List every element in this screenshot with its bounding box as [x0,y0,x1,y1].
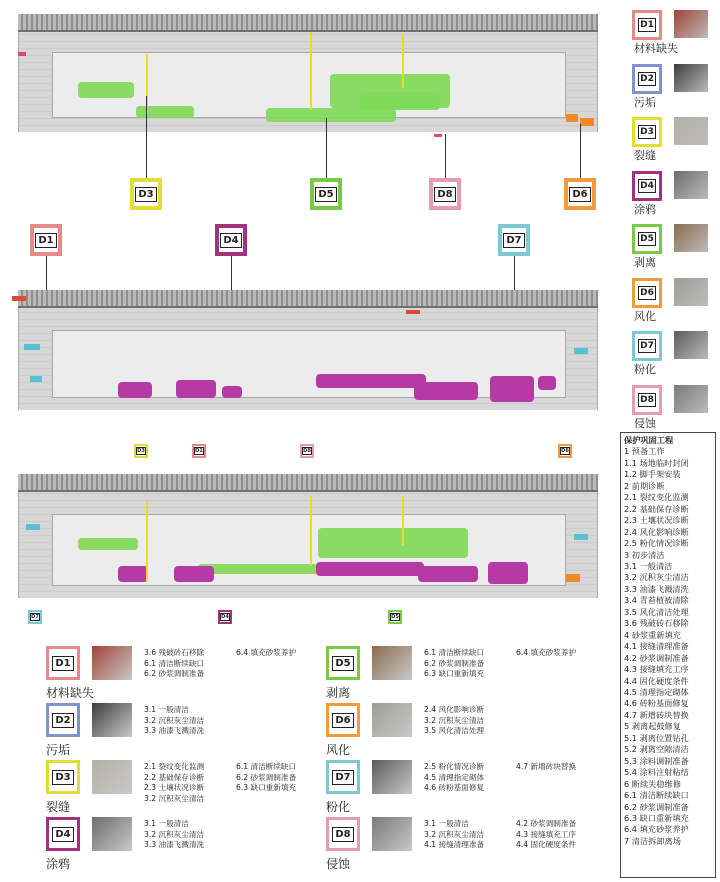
tag-d7-label: D7 [503,233,524,248]
cell-step-column [144,819,204,851]
crack-line [310,32,312,110]
tag-d3-small [134,444,148,458]
tag-d5-label: D5 [315,187,336,202]
cell-step: 3.2 沉积灰尘清洁 [144,793,205,803]
cell-step: 3.5 风化清洁处理 [424,726,485,735]
treatment-cell-d2 [46,703,334,757]
peeling-area [136,106,194,118]
step-item: 2 前期诊断 [624,480,665,491]
legend-photo [674,64,708,92]
step-item: 2.4 风化影响诊断 [624,526,689,537]
legend-item-d8 [632,385,720,435]
cell-step: 4.2 砂浆调制准备 [516,819,577,828]
steps-title: 保护巩固工程 [624,435,674,445]
treatment-cell-d1 [46,646,334,700]
cell-label: 污垢 [46,743,71,757]
step-item: 1.2 脚手架安装 [624,469,681,480]
cell-code: D6 [332,713,353,728]
wall-elevation-middle [18,290,598,410]
cell-step: 4.4 固化硬度条件 [516,840,577,849]
cell-step: 4.3 接缝填充工序 [516,829,577,839]
graffiti-area [488,562,528,584]
step-item: 1.1 场地临时封闭 [624,457,689,468]
legend-label: 裂缝 [634,149,656,162]
step-item: 4.3 接缝填充工序 [624,664,689,675]
cell-photo [372,703,412,737]
cell-code: D8 [332,827,353,842]
cell-label: 剥离 [326,686,351,700]
leader-line [146,96,147,180]
legend-code-box [632,117,662,147]
cell-step-column [144,705,204,737]
cell-step: 4.6 砖粉基面修复 [424,783,485,792]
legend-code: D7 [640,341,654,351]
legend-photo [674,171,708,199]
tag-d8-small-label: D8 [303,448,311,454]
legend-label: 材料缺失 [634,42,678,55]
material-loss-mark [12,296,26,301]
cell-code: D4 [52,827,73,842]
cell-label: 裂缝 [46,800,71,814]
legend-code: D8 [640,394,654,405]
step-item: 3.1 一般清洁 [624,560,673,571]
cell-code-box [326,703,360,737]
graffiti-area [538,376,556,390]
leader-line [445,134,446,180]
tag-d1-label: D1 [35,233,56,248]
legend-code-box [632,10,662,40]
cell-step: 6.1 清洁断续缺口 [236,762,297,771]
step-item: 5.3 涂料调制准备 [624,755,689,766]
tag-d8-small [300,444,314,458]
legend-photo [674,278,708,306]
wall-roof [18,474,598,492]
legend-item-d2 [632,64,720,114]
graffiti-area [316,562,424,576]
graffiti-area [316,374,426,388]
legend-label: 粉化 [634,363,656,376]
step-item: 2.1 裂纹变化监测 [624,492,689,503]
tag-d4-small-label: D4 [221,614,229,620]
material-loss-mark [18,52,26,56]
powdering-mark [24,344,40,350]
peeling-area [266,108,396,122]
cell-step: 3.3 油漆飞溅清洗 [144,840,205,849]
material-loss-mark [434,134,442,137]
cell-photo [92,760,132,794]
weathering-mark [566,114,578,122]
legend-item-d7 [632,331,720,381]
cell-label: 涂鸦 [46,857,71,871]
cell-step: 4.7 新增砖块替换 [516,762,577,771]
legend-code: D3 [640,127,654,137]
leader-line [326,118,327,180]
step-item: 4.5 清理指定砌体 [624,686,689,697]
graffiti-area [176,380,216,398]
cell-photo [372,817,412,851]
cell-code-box [46,817,80,851]
tag-d3-label: D3 [135,187,156,202]
step-item: 3 初步清洁 [624,549,665,560]
legend-item-d4 [632,171,720,221]
legend-code-box [632,278,662,308]
legend-code: D2 [640,73,654,84]
legend-code-box [632,224,662,254]
graffiti-area [174,566,214,582]
cell-step: 3.1 一般清洁 [144,705,189,714]
legend-item-d6 [632,278,720,328]
step-item: 4.6 砖粉基面修复 [624,698,689,709]
step-item: 1 预备工作 [624,446,665,457]
cell-step: 2.2 基础保存诊断 [144,772,205,782]
tag-d4-small [218,610,232,624]
cell-step: 3.1 一般清洁 [424,819,469,828]
cell-step: 6.4 填充砂浆养护 [236,648,297,657]
treatment-cell-d7 [326,760,614,814]
crack-line [310,496,312,566]
treatment-cell-d4 [46,817,334,871]
step-item: 2.2 基础保存诊断 [624,503,689,514]
tag-d7 [498,224,530,256]
cell-photo [372,760,412,794]
crack-line [402,34,404,88]
legend-code: D4 [640,180,654,191]
step-item: 4.7 新增砖块替换 [624,709,689,720]
legend-item-d3 [632,117,720,167]
cell-step: 3.2 沉积灰尘清洁 [144,829,205,839]
wall-elevation-combined [18,474,598,598]
cell-step: 4.5 清理指定砌体 [424,772,485,782]
legend-label: 涂鸦 [634,202,656,216]
legend-label: 污垢 [634,95,656,109]
cell-step: 6.1 清洁断续缺口 [144,658,205,668]
step-item: 4.2 砂浆调制准备 [624,652,689,663]
cell-step-column [424,762,484,794]
powdering-mark [30,376,42,382]
legend-photo [674,10,708,38]
cell-step: 6.3 缺口重新填充 [236,783,297,792]
cell-step: 3.1 一般清洁 [144,819,189,828]
cell-step: 4.1 接缝清理准备 [424,840,485,849]
step-item: 7 清洁拆卸离场 [624,835,681,846]
tag-d7-small-label: D7 [31,614,39,620]
tag-d7-small [28,610,42,624]
material-loss-mark [406,310,420,314]
cell-label: 风化 [326,743,351,757]
step-item: 3.3 油漆飞溅清洗 [624,583,689,594]
cell-step: 6.1 清洁断续缺口 [424,648,485,657]
legend-code-box [632,64,662,94]
step-item: 2.3 土壤状况诊断 [624,515,689,526]
legend-photo [674,385,708,413]
cell-step: 3.3 油漆飞溅清洗 [144,726,205,735]
cell-photo [372,646,412,680]
cell-step-column [516,819,576,851]
step-item: 6.1 清洁断续缺口 [624,790,689,801]
graffiti-area [418,566,478,582]
legend-code-box [632,171,662,201]
cell-step: 2.4 风化影响诊断 [424,705,485,714]
cell-code: D5 [332,656,353,671]
cell-photo [92,703,132,737]
cell-step: 6.2 砂浆调制准备 [236,772,297,782]
tag-d8 [429,178,461,210]
step-item: 3.2 沉积灰尘清洁 [624,572,689,583]
wall-roof [18,290,598,308]
tag-d1-small-label: D1 [195,448,203,454]
step-item: 6.2 砂浆调制准备 [624,801,689,812]
legend-item-d5 [632,224,720,274]
step-item: 6.3 缺口重新填充 [624,812,689,823]
legend-label: 侵蚀 [634,416,656,430]
powdering-mark [574,534,588,540]
legend-photo [674,224,708,252]
cell-step-column [516,648,576,659]
weathering-mark [566,574,580,582]
step-item: 4.4 固化硬度条件 [624,675,689,686]
treatment-cell-d6 [326,703,614,757]
tag-d6-small-label: D6 [561,448,569,454]
step-item: 5 剥离起鼓修复 [624,721,681,732]
graffiti-area [414,382,478,400]
legend-label: 剥离 [634,256,656,269]
legend-code-box [632,331,662,361]
graffiti-area [118,566,148,582]
cell-code-box [326,646,360,680]
peeling-area [78,538,138,550]
cell-step: 2.1 裂纹变化监测 [144,762,205,771]
cell-step-column [144,648,204,680]
cell-code: D3 [52,770,73,785]
legend-code-box [632,385,662,415]
tag-d8-label: D8 [434,187,455,202]
cell-step: 6.4 填充砂浆养护 [516,648,577,657]
cell-code: D7 [332,770,353,785]
graffiti-area [490,376,534,402]
step-item: 6.4 填充砂浆养护 [624,824,689,835]
peeling-area [78,82,134,98]
cell-step-column [236,762,296,794]
legend-code: D1 [640,20,654,30]
tag-d6 [564,178,596,210]
cell-label: 材料缺失 [46,686,95,700]
cell-code-box [46,646,80,680]
cell-code: D1 [52,656,73,671]
step-item: 2.5 粉化情况诊断 [624,538,689,549]
legend-photo [674,331,708,359]
tag-d4 [215,224,247,256]
cell-step-column [424,819,484,851]
graffiti-area [118,382,152,398]
leader-line [580,124,581,180]
cell-photo [92,646,132,680]
graffiti-area [222,386,242,398]
step-item: 5.2 剥离空隙清洁 [624,744,689,755]
wall-elevation-top [18,14,598,132]
cell-photo [92,817,132,851]
tag-d4-label: D4 [220,233,241,248]
legend-label: 风化 [634,309,656,323]
tag-d3-small-label: D3 [137,448,145,454]
tag-d1 [30,224,62,256]
step-item: 3.4 青苔植被清除 [624,595,689,606]
wall-roof [18,14,598,32]
cell-code-box [326,817,360,851]
cell-label: 侵蚀 [326,857,351,871]
cell-step: 3.6 残破砖石移除 [144,648,205,657]
tag-d5 [310,178,342,210]
cell-step-column [236,648,296,659]
cell-code-box [46,760,80,794]
cell-label: 粉化 [326,800,351,814]
treatment-cell-d5 [326,646,614,700]
legend-photo [674,117,708,145]
crack-line [146,502,148,582]
legend-code: D5 [640,234,654,244]
tag-d1-small [192,444,206,458]
treatment-cell-d8 [326,817,614,871]
step-item: 3.5 风化清洁处理 [624,606,689,617]
weathering-mark [580,118,594,126]
cell-step: 3.2 沉积灰尘清洁 [424,829,485,839]
crack-line [402,496,404,546]
step-item: 5.1 剥离位置钻孔 [624,732,689,743]
cell-step-column [516,762,576,773]
cell-step: 3.2 沉积灰尘清洁 [424,715,485,725]
tag-d3 [130,178,162,210]
cell-step: 2.5 粉化情况诊断 [424,762,485,771]
peeling-area [318,528,468,558]
powdering-mark [26,524,40,530]
tag-d5-small [388,610,402,624]
cell-code: D2 [52,713,73,728]
tag-d5-small-label: D5 [391,614,399,620]
peeling-area [360,92,440,110]
treatment-cell-d3 [46,760,334,814]
step-item: 3.6 残破砖石移除 [624,618,689,629]
conservation-steps-list [620,432,716,878]
step-item: 5.4 涂料注射粘结 [624,767,689,778]
legend-code: D6 [640,287,654,298]
step-item: 6 断续失稳维修 [624,778,681,789]
cell-step: 6.2 砂浆调制准备 [144,669,205,678]
tag-d6-small [558,444,572,458]
cell-step-column [424,705,484,737]
step-item: 4 砂浆重新填充 [624,629,681,640]
peeling-area [198,564,318,574]
tag-d6-label: D6 [569,187,590,202]
cell-step-column [144,762,204,804]
cell-step: 3.2 沉积灰尘清洁 [144,715,205,725]
cell-step: 2.3 土壤状况诊断 [144,783,205,792]
cell-code-box [46,703,80,737]
cell-step: 6.2 砂浆调制准备 [424,658,485,668]
cell-step: 6.3 缺口重新填充 [424,669,485,678]
cell-step-column [424,648,484,680]
cell-code-box [326,760,360,794]
powdering-mark [574,348,588,354]
legend-item-d1 [632,10,720,60]
step-item: 4.1 接缝清理准备 [624,641,689,652]
